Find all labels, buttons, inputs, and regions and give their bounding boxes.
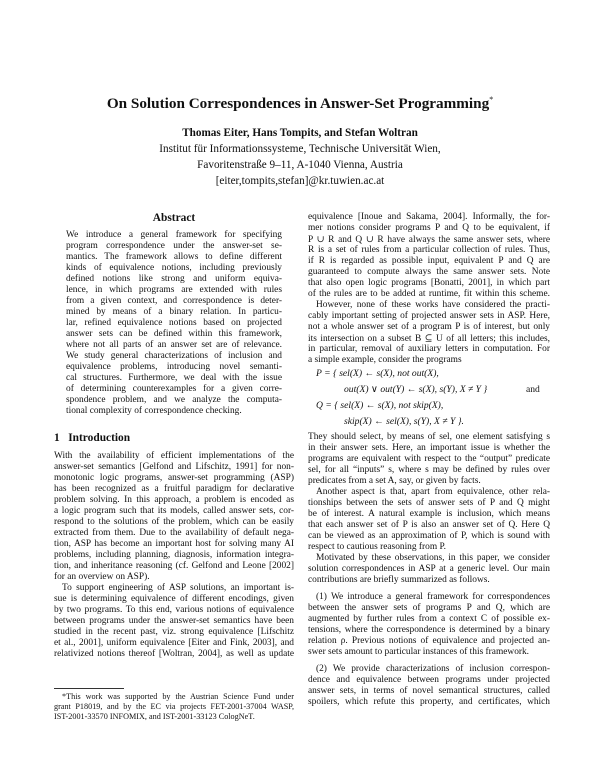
abstract-line: of determining counterexamples for a given corre- bbox=[66, 384, 282, 394]
program-display bbox=[308, 368, 550, 430]
body-line: respect to cautious reasoning from P. bbox=[308, 542, 446, 552]
body-line: augmented by further rules from a context C of possible ex- bbox=[308, 614, 550, 624]
body-line: between the answer sets of programs P and Q, which are bbox=[308, 603, 550, 613]
intro-line: problems, including planning, diagnosis, information integra- bbox=[54, 550, 294, 560]
body-line: of the rules are to be added at runtime, fit within this scheme. bbox=[308, 289, 550, 299]
body-line: swer sets amount to particular instances of this framework. bbox=[308, 647, 530, 657]
program-p-line1: P = { sel(X) ← s(X), not out(X), bbox=[316, 368, 439, 379]
abstract-line: defined notions like strong and uniform equiva- bbox=[66, 274, 282, 284]
footnote-divider bbox=[54, 688, 124, 689]
body-line: sel, for all “inputs” s, where s may be defined by rules over bbox=[308, 465, 550, 475]
abstract-line: program correspondence under the answer-set se- bbox=[66, 241, 282, 251]
author-names: Thomas Eiter, Hans Tompits, and Stefan Woltran bbox=[182, 127, 418, 139]
body-line: relation ρ. Previous notions of equivalence and projected an- bbox=[308, 636, 550, 646]
intro-line: has been recognized as a fruitful paradigm for declarative bbox=[54, 484, 294, 494]
intro-line: respond to the solutions of the problem, which can be easily bbox=[54, 517, 294, 527]
body-line: R is a set of rules from a particular collection of rules. Thus, bbox=[308, 245, 550, 255]
body-line: that also open logic programs [Bonatti, 2001], in which part bbox=[308, 278, 550, 288]
body-line: tionships between the sets of answer sets of P and Q might bbox=[308, 498, 550, 508]
abstract-line: mined by means of a binary relation. In particu- bbox=[66, 307, 282, 317]
body-line: (1) We introduce a general framework for correspondences bbox=[316, 592, 550, 602]
abstract-line: lar, refined equivalence notions based on projected bbox=[66, 318, 282, 328]
body-line: dence and equivalence between programs under projected bbox=[308, 675, 550, 685]
author-email: [eiter,tompits,stefan]@kr.tuwien.ac.at bbox=[215, 175, 385, 187]
body-line: if R is regarded as possible input, equivalent P and Q are bbox=[308, 256, 550, 266]
abstract-line: where not all parts of an answer set are of relevance. bbox=[66, 340, 282, 350]
author-block bbox=[0, 125, 600, 189]
body-line: mer notions consider programs P and Q to be equivalent, if bbox=[308, 223, 550, 233]
abstract-line: from a given context, and correspondence is deter- bbox=[66, 296, 282, 306]
program-and: and bbox=[526, 384, 540, 395]
intro-line: et al., 2001], uniform equivalence [Eiter and Fink, 2003], and bbox=[54, 638, 294, 648]
title-footnote-mark: * bbox=[489, 95, 494, 104]
abstract-heading: Abstract bbox=[152, 212, 196, 224]
body-line: cably important setting of projected answer sets in ASP. Here, bbox=[308, 311, 550, 321]
intro-line: by two programs. To this end, various notions of equivalence bbox=[54, 605, 294, 615]
body-line: They should select, by means of sel, one element satisfying s bbox=[308, 432, 550, 442]
body-line: Motivated by these observations, in this paper, we consider bbox=[316, 553, 550, 563]
intro-line: between programs under the answer-set semantics have been bbox=[54, 616, 294, 626]
intro-line: monotonic logic programs, answer-set programming (ASP) bbox=[54, 473, 294, 483]
abstract-line: answer sets can be defined within this framework, bbox=[66, 329, 282, 339]
program-q-line2: skip(X) ← sel(X), s(Y), X ≠ Y }. bbox=[344, 416, 464, 427]
intro-line: sue is determining equivalence of different encodings, given bbox=[54, 594, 294, 604]
body-line: be of interest. A natural example is inclusion, which means bbox=[308, 509, 550, 519]
body-line: that each answer set of P is also an answer set of Q. Here Q bbox=[308, 520, 550, 530]
intro-line: a logic program such that its models, called answer sets, cor- bbox=[54, 506, 294, 516]
intro-line: answer-set semantics [Gelfond and Lifschitz, 1991] for non- bbox=[54, 462, 294, 472]
author-address: Favoritenstraße 9–11, A-1040 Vienna, Austria bbox=[197, 159, 403, 171]
intro-line: To support engineering of ASP solutions, an important is- bbox=[62, 583, 294, 593]
intro-line: problem solving. In this approach, a problem is encoded as bbox=[54, 495, 294, 505]
section-number: 1 bbox=[54, 432, 60, 444]
footnote-line: *This work was supported by the Austrian Science Fund under bbox=[62, 692, 294, 701]
abstract-line: lence, in which programs are extended with rules bbox=[66, 285, 282, 295]
abstract-line: spondence problem, and we analyze the computa- bbox=[66, 395, 282, 405]
body-line: However, none of these works have considered the practi- bbox=[316, 300, 550, 310]
paper-title bbox=[0, 95, 600, 113]
section-title: Introduction bbox=[68, 432, 131, 444]
body-line: guaranteed to compute always the same answer sets. Note bbox=[308, 267, 550, 277]
body-line: (2) We provide characterizations of inclusion correspon- bbox=[316, 664, 550, 674]
intro-line: studied in the recent past, viz. strong equivalence [Lifschitz bbox=[54, 627, 294, 637]
abstract-line: We study general characterizations of inclusion and bbox=[66, 351, 282, 361]
intro-line: tion, and inheritance reasoning (cf. Gelfond and Leone [2002] bbox=[54, 561, 294, 571]
program-p-line2: out(X) ∨ out(Y) ← s(X), s(Y), X ≠ Y } bbox=[344, 384, 488, 395]
abstract-line: We introduce a general framework for specifying bbox=[66, 230, 282, 240]
abstract-line: cal structures. Furthermore, we deal with the issue bbox=[66, 373, 282, 383]
body-line: can be viewed as an approximation of P, which is sound with bbox=[308, 531, 550, 541]
abstract-line: tional complexity of correspondence checking. bbox=[66, 406, 242, 416]
body-line: answer sets, in terms of novel semantical structures, called bbox=[308, 686, 550, 696]
body-line: Another aspect is that, apart from equivalence, other rela- bbox=[316, 487, 550, 497]
abstract-line: equivalence problems, introducing novel semanti- bbox=[66, 362, 282, 372]
intro-line: With the availability of efficient implementations of the bbox=[54, 451, 294, 461]
body-line: solution correspondences in ASP at a generic level. Our main bbox=[308, 564, 550, 574]
title-text: On Solution Correspondences in Answer-Set Programming bbox=[106, 95, 490, 113]
body-line: tensions, where the correspondence is determined by a binary bbox=[308, 625, 550, 635]
body-line: contributions are briefly summarized as follows. bbox=[308, 575, 490, 585]
intro-line: extracted from them. Due to the availability of default nega- bbox=[54, 528, 294, 538]
body-line: programs are equivalent with respect to the “output” predicate bbox=[308, 454, 550, 464]
footnote-line: IST-2001-33570 INFOMIX, and IST-2001-33123 CologNeT. bbox=[54, 712, 255, 721]
intro-heading bbox=[54, 432, 130, 444]
body-line: equivalence [Inoue and Sakama, 2004]. Informally, the for- bbox=[308, 212, 550, 222]
intro-line: for an overview on ASP). bbox=[54, 572, 150, 582]
body-line: spoilers, which refute this property, and certificates, which bbox=[308, 697, 550, 707]
body-line: P ∪ R and Q ∪ R have always the same answer sets, where bbox=[308, 235, 550, 245]
intro-line: relativized notions thereof [Woltran, 2004], as well as update bbox=[54, 649, 294, 659]
footnote-line: grant P18019, and by the EC via projects FET-2001-37004 WASP, bbox=[54, 702, 294, 711]
body-line: in their answer sets. Here, an important issue is whether the bbox=[308, 443, 550, 453]
program-q-line1: Q = { sel(X) ← s(X), not skip(X), bbox=[316, 400, 444, 411]
body-line: not a whole answer set of a program P is of interest, but only bbox=[308, 322, 550, 332]
body-line: predicates from a set A, say, or given by facts. bbox=[308, 476, 481, 486]
author-affiliation: Institut für Informationssysteme, Technische Universität Wien, bbox=[159, 143, 441, 155]
intro-line: tion, ASP has become an important host for solving many AI bbox=[54, 539, 294, 549]
abstract-line: mantics. The framework allows to define different bbox=[66, 252, 282, 262]
body-line: in particular, removal of auxiliary letters in computation. For bbox=[308, 344, 550, 354]
body-line: a simple example, consider the programs bbox=[308, 355, 462, 365]
abstract-line: kinds of equivalence notions, including previously bbox=[66, 263, 282, 273]
body-line: its intersection on a subset B ⊆ U of all letters; this includes, bbox=[308, 334, 550, 344]
